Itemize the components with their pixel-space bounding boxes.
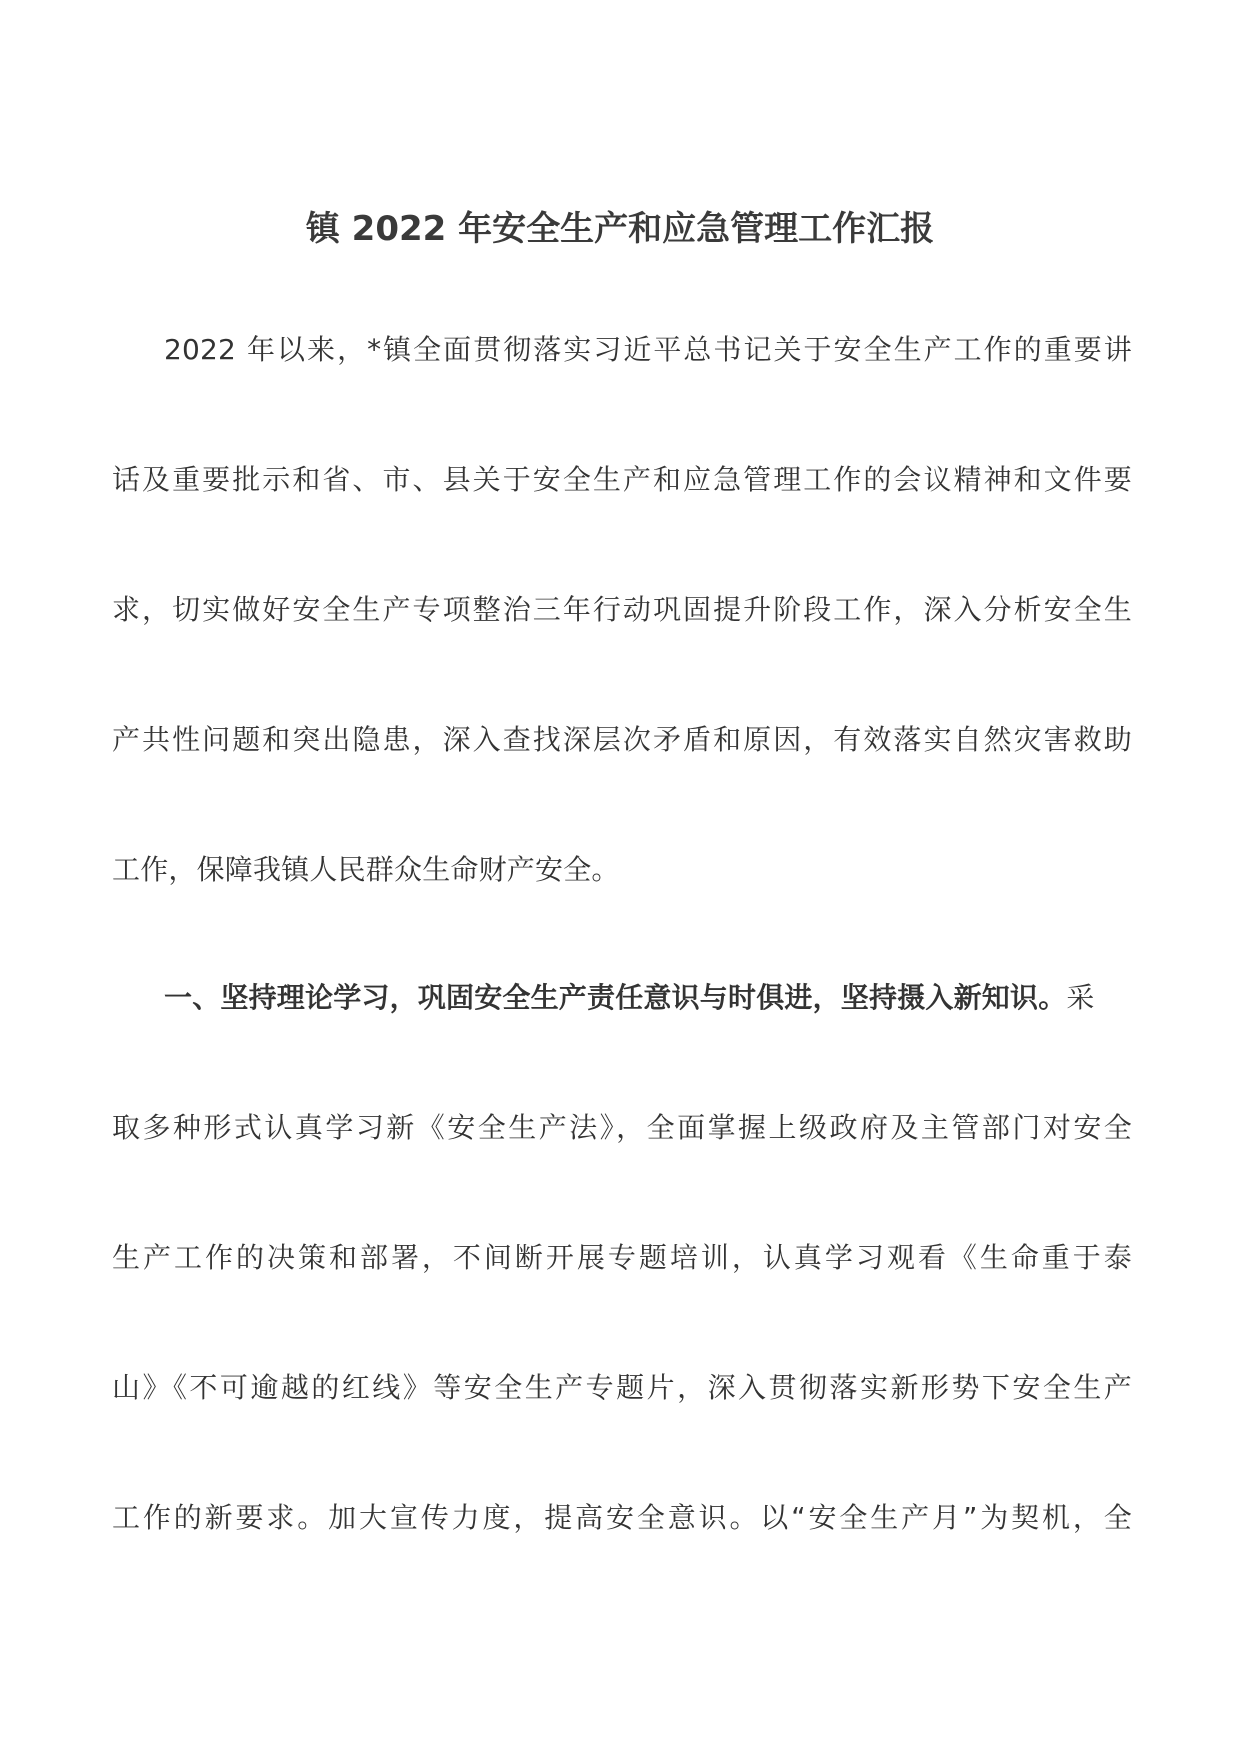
paragraph-1-line-4: 产共性问题和突出隐患，深入查找深层次矛盾和原因，有效落实自然灾害救助 bbox=[112, 723, 1132, 756]
section-heading-1: 一、坚持理论学习，巩固安全生产责任意识与时俱进，坚持摄入新知识。 bbox=[164, 981, 1067, 1014]
paragraph-1-line-5: 工作，保障我镇人民群众生命财产安全。 bbox=[112, 853, 620, 886]
paragraph-1-line-3: 求，切实做好安全生产专项整治三年行动巩固提升阶段工作，深入分析安全生 bbox=[112, 593, 1132, 626]
paragraph-1-line-2: 话及重要批示和省、市、县关于安全生产和应急管理工作的会议精神和文件要 bbox=[112, 463, 1132, 496]
paragraph-2-line-4: 山》《不可逾越的红线》等安全生产专题片，深入贯彻落实新形势下安全生产 bbox=[112, 1371, 1132, 1404]
paragraph-2-lead-tail: 采 bbox=[1066, 981, 1095, 1014]
paragraph-2-line-1 bbox=[164, 976, 1132, 1020]
paragraph-1-line-1: 2022 年以来，*镇全面贯彻落实习近平总书记关于安全生产工作的重要讲 bbox=[164, 333, 1132, 366]
paragraph-2-line-2: 取多种形式认真学习新《安全生产法》，全面掌握上级政府及主管部门对安全 bbox=[112, 1111, 1132, 1144]
paragraph-2-line-5: 工作的新要求。加大宣传力度，提高安全意识。以“安全生产月”为契机，全 bbox=[112, 1501, 1132, 1534]
paragraph-2-line-3: 生产工作的决策和部署，不间断开展专题培训，认真学习观看《生命重于泰 bbox=[112, 1241, 1132, 1274]
document-title: 镇 2022 年安全生产和应急管理工作汇报 bbox=[305, 209, 935, 249]
